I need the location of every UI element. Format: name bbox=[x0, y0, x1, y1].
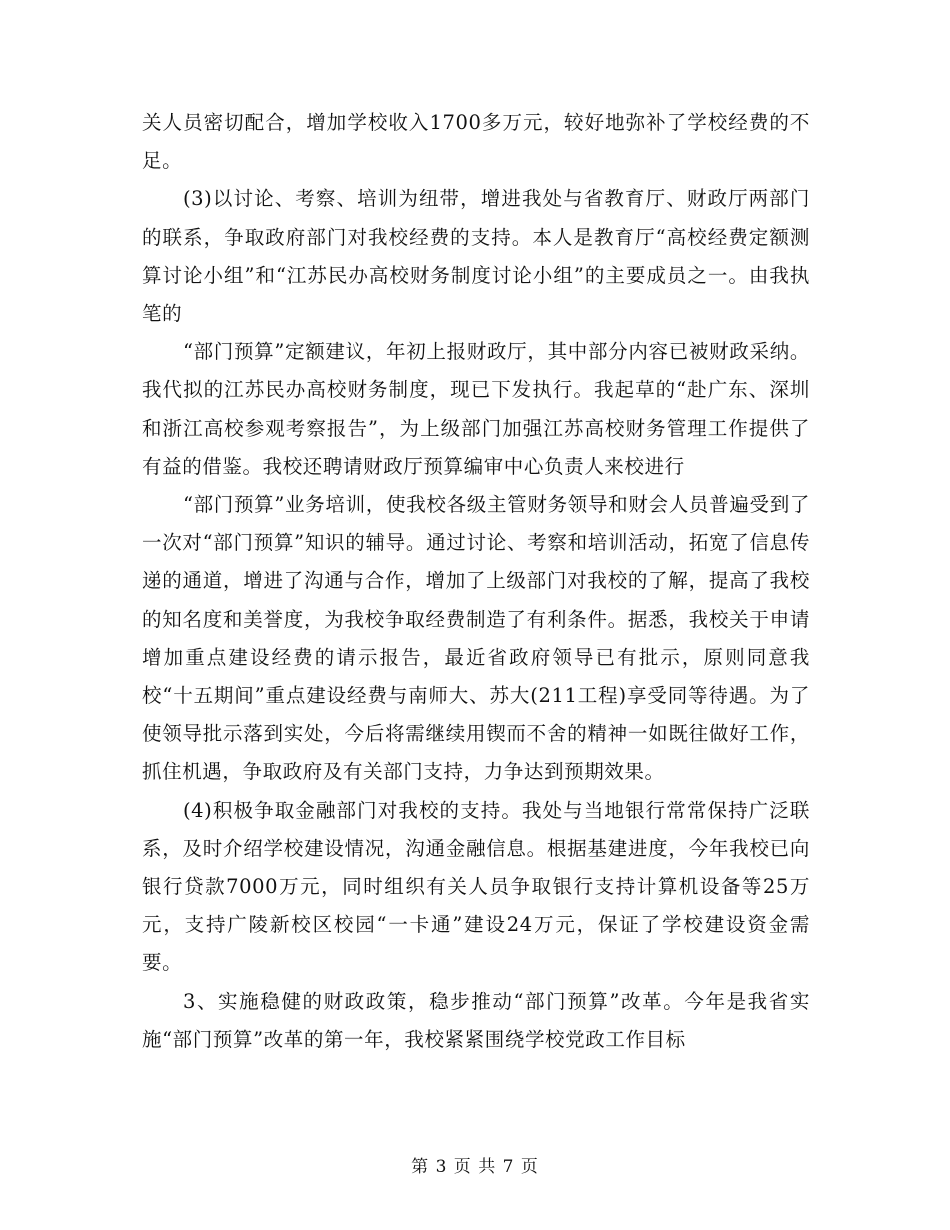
paragraph-4: “部门预算”业务培训，使我校各级主管财务领导和财会人员普遍受到了一次对“部门预算”知识的辅导。通过讨论、考察和培训活动，拓宽了信息传递的通道，增进了沟通与合作，增加了上级部门对我校的了解，提高了我校的知名度和美誉度，为我校争取经费制造了有利条件。据悉，我校关于申请增加重点建设经费的请示报告，最近省政府领导已有批示，原则同意我校“十五期间”重点建设经费与南师大、苏大(211工程)享受同等待遇。为了使领导批示落到实处，今后将需继续用锲而不舍的精神一如既往做好工作，抓住机遇，争取政府及有关部门支持，力争达到预期效果。 bbox=[142, 493, 810, 784]
paragraph-2: (3)以讨论、考察、培训为纽带，增进我处与省教育厅、财政厅两部门的联系，争取政府部门对我校经费的支持。本人是教育厅“高校经费定额测算讨论小组”和“江苏民办高校财务制度讨论小组”的主要成员之一。由我执笔的 bbox=[142, 187, 810, 326]
paragraph-3: “部门预算”定额建议，年初上报财政厅，其中部分内容已被财政采纳。我代拟的江苏民办高校财务制度，现已下发执行。我起草的“赴广东、深圳和浙江高校参观考察报告”，为上级部门加强江苏高校财务管理工作提供了有益的借鉴。我校还聘请财政厅预算编审中心负责人来校进行 bbox=[142, 340, 810, 478]
body-text bbox=[142, 104, 810, 1059]
paragraph-5: (4)积极争取金融部门对我校的支持。我处与当地银行常常保持广泛联系，及时介绍学校建设情况，沟通金融信息。根据基建进度，今年我校已向银行贷款7000万元，同时组织有关人员争取银行支持计算机设备等25万元，支持广陵新校区校园“一卡通”建设24万元，保证了学校建设资金需要。 bbox=[142, 798, 810, 975]
paragraph-1: 关人员密切配合，增加学校收入1700多万元，较好地弥补了学校经费的不足。 bbox=[142, 111, 810, 173]
page-number-footer: 第 3 页 共 7 页 bbox=[411, 1157, 539, 1177]
paragraph-6: 3、实施稳健的财政政策，稳步推动“部门预算”改革。今年是我省实施“部门预算”改革的第一年，我校紧紧围绕学校党政工作目标 bbox=[142, 989, 810, 1051]
